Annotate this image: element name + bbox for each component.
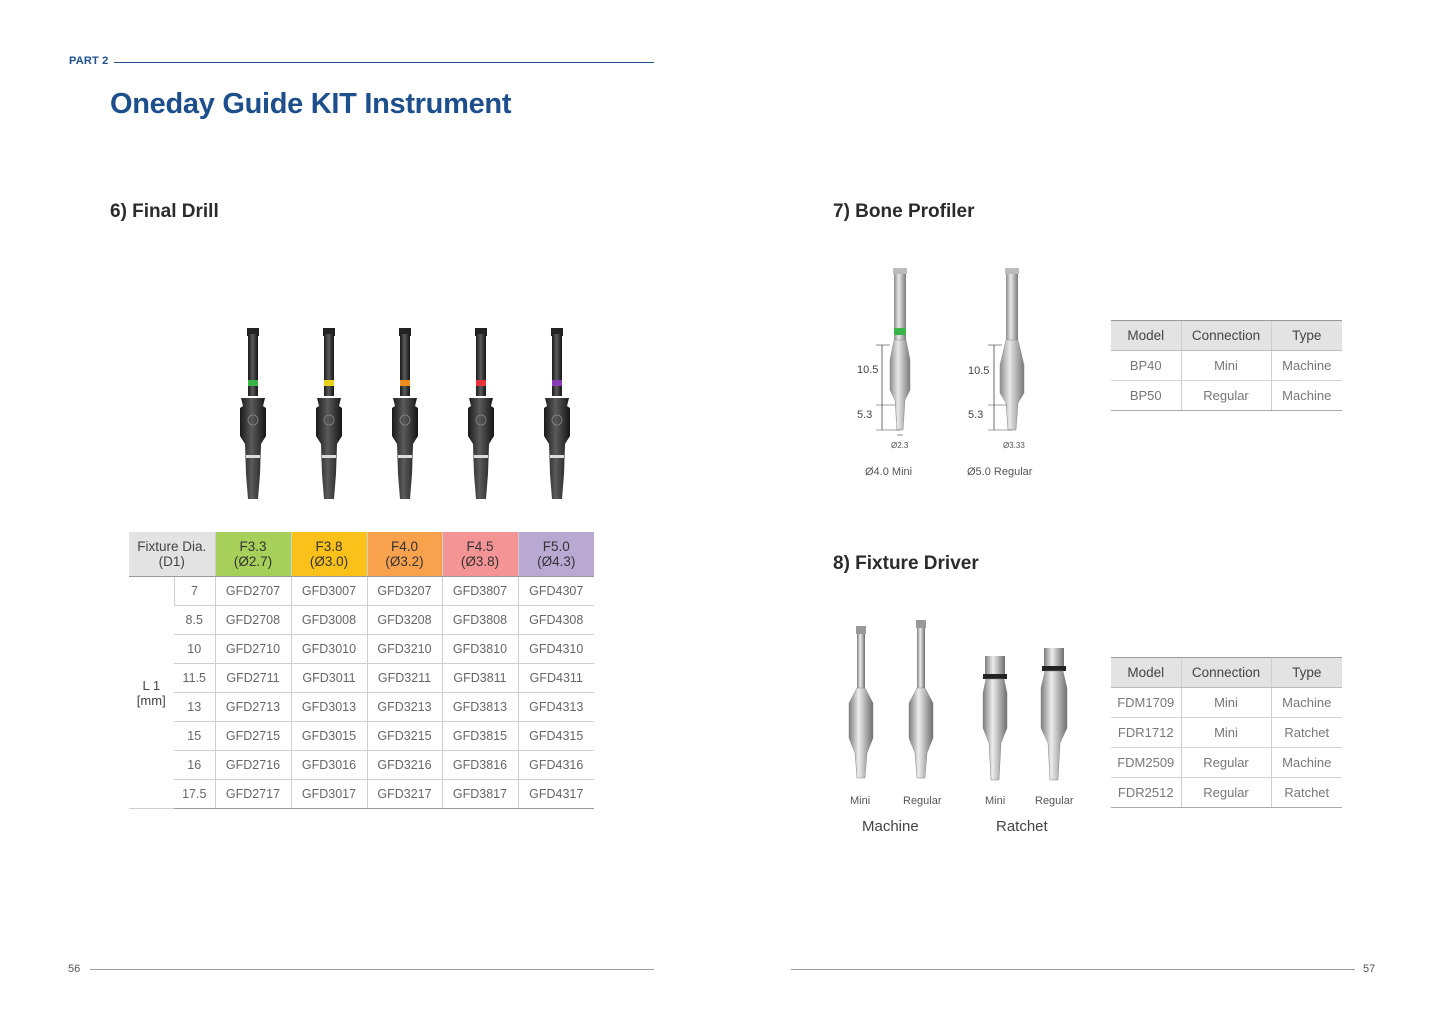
- bp-type: Machine: [1271, 381, 1342, 411]
- page-title: Oneday Guide KIT Instrument: [110, 88, 512, 120]
- product-code-cell: GFD4316: [518, 751, 594, 780]
- length-cell: 8.5: [174, 606, 215, 635]
- driver-label-mini-ratchet: Mini: [985, 795, 1006, 807]
- drill-icon: [468, 328, 494, 499]
- fd-type: Machine: [1271, 688, 1342, 718]
- product-code-cell: GFD3016: [291, 751, 367, 780]
- product-code-cell: GFD3011: [291, 664, 367, 693]
- product-code-cell: GFD3015: [291, 722, 367, 751]
- product-code-cell: GFD2707: [215, 577, 291, 606]
- length-cell: 17.5: [174, 780, 215, 809]
- length-group-label: L 1 [mm]: [129, 577, 174, 809]
- col-header-f40: F4.0 (Ø3.2): [367, 532, 442, 577]
- bp-header-model: Model: [1111, 321, 1181, 351]
- product-code-cell: GFD3813: [442, 693, 518, 722]
- bp-header-type: Type: [1271, 321, 1342, 351]
- product-code-cell: GFD3807: [442, 577, 518, 606]
- col-header-f45: F4.5 (Ø3.8): [442, 532, 518, 577]
- bp-model: BP50: [1111, 381, 1181, 411]
- bp-type: Machine: [1271, 351, 1342, 381]
- bp-header-connection: Connection: [1181, 321, 1271, 351]
- product-code-cell: GFD3217: [367, 780, 442, 809]
- final-drill-images: [225, 324, 585, 514]
- profiler2-caption: Ø5.0 Regular: [967, 466, 1033, 478]
- table-row: [1111, 778, 1342, 808]
- product-code-cell: GFD2713: [215, 693, 291, 722]
- profiler2-tip-dia: Ø3.33: [1003, 441, 1025, 450]
- product-code-cell: GFD2711: [215, 664, 291, 693]
- profiler2-dim-long: 10.5: [968, 365, 990, 377]
- table-row: [129, 751, 594, 780]
- fixture-driver-table: [1111, 657, 1342, 808]
- fixture-driver-images: [840, 618, 1085, 786]
- product-code-cell: GFD3207: [367, 577, 442, 606]
- length-cell: 13: [174, 693, 215, 722]
- fd-model: FDR2512: [1111, 778, 1181, 808]
- driver-label-regular-machine: Regular: [903, 795, 942, 807]
- length-cell: 15: [174, 722, 215, 751]
- product-code-cell: GFD4311: [518, 664, 594, 693]
- product-code-cell: GFD3211: [367, 664, 442, 693]
- fd-connection: Mini: [1181, 688, 1271, 718]
- product-code-cell: GFD2715: [215, 722, 291, 751]
- length-cell: 16: [174, 751, 215, 780]
- page-number-right: 57: [1363, 963, 1376, 975]
- length-cell: 11.5: [174, 664, 215, 693]
- product-code-cell: GFD4308: [518, 606, 594, 635]
- driver-label-mini-machine: Mini: [850, 795, 871, 807]
- footer-rule-left: [90, 969, 654, 970]
- product-code-cell: GFD3007: [291, 577, 367, 606]
- profiler2-dim-short: 5.3: [968, 409, 984, 421]
- profiler1-tip-dia: Ø2.3: [891, 441, 909, 450]
- profiler1-dim-short: 5.3: [857, 409, 873, 421]
- fd-type: Machine: [1271, 748, 1342, 778]
- table-row: [1111, 688, 1342, 718]
- part-label: PART 2: [69, 55, 109, 67]
- fd-connection: Regular: [1181, 748, 1271, 778]
- product-code-cell: GFD4315: [518, 722, 594, 751]
- header-rule: [114, 62, 654, 63]
- bp-connection: Regular: [1181, 381, 1271, 411]
- final-drill-title: 6) Final Drill: [110, 201, 219, 222]
- fd-header-connection: Connection: [1181, 658, 1271, 688]
- table-row: [129, 664, 594, 693]
- product-code-cell: GFD3216: [367, 751, 442, 780]
- product-code-cell: GFD3213: [367, 693, 442, 722]
- fd-connection: Mini: [1181, 718, 1271, 748]
- table-row: [1111, 718, 1342, 748]
- fd-type: Ratchet: [1271, 778, 1342, 808]
- product-code-cell: GFD3210: [367, 635, 442, 664]
- fd-model: FDM1709: [1111, 688, 1181, 718]
- table-row: [129, 635, 594, 664]
- product-code-cell: GFD3815: [442, 722, 518, 751]
- table-row: [1111, 351, 1342, 381]
- product-code-cell: GFD4310: [518, 635, 594, 664]
- table-row: [1111, 748, 1342, 778]
- product-code-cell: GFD2716: [215, 751, 291, 780]
- product-code-cell: GFD2710: [215, 635, 291, 664]
- fd-header-model: Model: [1111, 658, 1181, 688]
- drill-icon: [240, 328, 266, 499]
- product-code-cell: GFD3808: [442, 606, 518, 635]
- bone-profiler-images: [850, 265, 1050, 455]
- product-code-cell: GFD3017: [291, 780, 367, 809]
- table-row: [129, 606, 594, 635]
- table-row: [129, 780, 594, 809]
- fd-model: FDR1712: [1111, 718, 1181, 748]
- fd-model: FDM2509: [1111, 748, 1181, 778]
- bp-connection: Mini: [1181, 351, 1271, 381]
- fd-header-type: Type: [1271, 658, 1342, 688]
- footer-rule-right: [791, 969, 1355, 970]
- table-row: [1111, 381, 1342, 411]
- driver-label-regular-ratchet: Regular: [1035, 795, 1074, 807]
- fixture-dia-header: Fixture Dia. (D1): [129, 532, 215, 577]
- fixture-driver-title: 8) Fixture Driver: [833, 553, 979, 574]
- col-header-f50: F5.0 (Ø4.3): [518, 532, 594, 577]
- driver-caption-ratchet: Ratchet: [996, 818, 1048, 835]
- fd-connection: Regular: [1181, 778, 1271, 808]
- product-code-cell: GFD3811: [442, 664, 518, 693]
- product-code-cell: GFD3810: [442, 635, 518, 664]
- product-code-cell: GFD3208: [367, 606, 442, 635]
- product-code-cell: GFD3817: [442, 780, 518, 809]
- table-row: [129, 722, 594, 751]
- driver-caption-machine: Machine: [862, 818, 919, 835]
- drill-icon: [544, 328, 570, 499]
- bone-profiler-table: [1111, 320, 1342, 411]
- product-code-cell: GFD4313: [518, 693, 594, 722]
- drill-icon: [392, 328, 418, 499]
- page-number-left: 56: [68, 963, 81, 975]
- product-code-cell: GFD4307: [518, 577, 594, 606]
- table-row: [129, 693, 594, 722]
- bone-profiler-title: 7) Bone Profiler: [833, 201, 975, 222]
- final-drill-table: [129, 532, 594, 809]
- product-code-cell: GFD2717: [215, 780, 291, 809]
- product-code-cell: GFD3215: [367, 722, 442, 751]
- profiler1-dim-long: 10.5: [857, 364, 879, 376]
- drill-icon: [316, 328, 342, 499]
- product-code-cell: GFD3816: [442, 751, 518, 780]
- product-code-cell: GFD3013: [291, 693, 367, 722]
- table-row: [129, 577, 594, 606]
- bp-model: BP40: [1111, 351, 1181, 381]
- length-cell: 7: [174, 577, 215, 606]
- product-code-cell: GFD2708: [215, 606, 291, 635]
- product-code-cell: GFD3010: [291, 635, 367, 664]
- product-code-cell: GFD4317: [518, 780, 594, 809]
- profiler1-caption: Ø4.0 Mini: [865, 466, 913, 478]
- col-header-f33: F3.3 (Ø2.7): [215, 532, 291, 577]
- fd-type: Ratchet: [1271, 718, 1342, 748]
- length-cell: 10: [174, 635, 215, 664]
- product-code-cell: GFD3008: [291, 606, 367, 635]
- col-header-f38: F3.8 (Ø3.0): [291, 532, 367, 577]
